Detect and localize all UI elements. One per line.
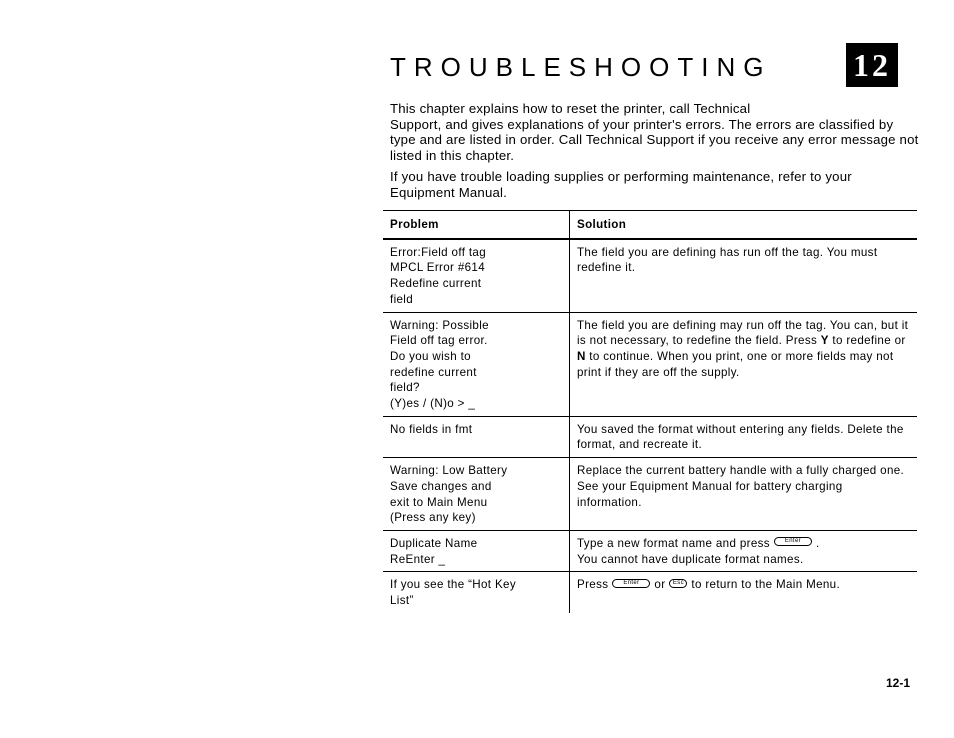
table-row: [383, 530, 917, 571]
problem-line: If you see the “Hot Key: [390, 578, 516, 592]
table-row: [383, 458, 917, 531]
solution-text: Press: [577, 578, 609, 592]
table-row: [383, 416, 917, 457]
problem-cell: [383, 239, 570, 312]
solution-text: Type a new format name and press: [577, 536, 770, 550]
problem-cell: [383, 416, 570, 457]
problem-line: field: [390, 292, 414, 306]
solution-cell: [570, 530, 918, 571]
intro-paragraph-1-line-1: This chapter explains how to reset the printer, call Technical: [390, 101, 751, 116]
enter-key-icon: Enter: [612, 579, 650, 588]
troubleshooting-table: [383, 210, 917, 613]
chapter-number-badge: 12: [846, 43, 898, 87]
esc-key-icon: Esc: [669, 579, 687, 588]
solution-text: The field you are defining may run off the tag. You can, but it is not necessary, to redefine the field. Press: [577, 318, 909, 348]
table-row: [383, 572, 917, 613]
solution-cell: [570, 572, 918, 613]
problem-cell: [383, 530, 570, 571]
problem-cell: [383, 458, 570, 531]
problem-line: Save changes and: [390, 479, 492, 493]
solution-text: .: [815, 536, 820, 550]
problem-line: Warning: Low Battery: [390, 464, 508, 478]
problem-line: Warning: Possible: [390, 318, 489, 332]
problem-line: redefine current: [390, 365, 477, 379]
problem-cell: [383, 572, 570, 613]
solution-cell: The field you are defining has run off the tag. You must redefine it.: [570, 239, 918, 312]
table-row: [383, 239, 917, 312]
table-row: [383, 312, 917, 416]
problem-line: Do you wish to: [390, 349, 471, 363]
key-letter-n: N: [577, 349, 586, 363]
problem-line: Error:Field off tag: [390, 245, 487, 259]
solution-text: to continue. When you print, one or more fields may not print if they are off the supply.: [577, 349, 894, 379]
solution-cell: Replace the current battery handle with a fully charged one. See your Equipment Manual for battery charging information.: [570, 458, 918, 531]
problem-line: ReEnter _: [390, 552, 446, 566]
problem-line: field?: [390, 381, 420, 395]
solution-cell: You saved the format without entering any fields. Delete the format, and recreate it.: [570, 416, 918, 457]
solution-text: or: [654, 578, 666, 592]
solution-text: to return to the Main Menu.: [691, 578, 841, 592]
problem-line: (Press any key): [390, 511, 476, 525]
table-header-row: [383, 211, 917, 239]
problem-line: Field off tag error.: [390, 334, 488, 348]
problem-line: exit to Main Menu: [390, 495, 488, 509]
problem-line: No fields in fmt: [390, 422, 473, 436]
intro-paragraph-1-rest: Support, and gives explanations of your printer's errors. The errors are classified by type and are listed in order. Call Technical Support if you receive any error message not listed in this chapter.: [390, 116, 919, 163]
problem-cell: [383, 312, 570, 416]
problem-line: List”: [390, 594, 414, 608]
enter-key-icon: Enter: [774, 537, 812, 546]
problem-line: Redefine current: [390, 277, 482, 291]
header-solution: Solution: [570, 211, 918, 239]
solution-text: to redefine or: [828, 334, 906, 348]
solution-line: [577, 536, 910, 552]
page-number: 12-1: [886, 676, 911, 690]
header-problem: Problem: [383, 211, 570, 239]
chapter-title: TROUBLESHOOTING: [390, 52, 772, 82]
problem-line: Duplicate Name: [390, 536, 478, 550]
intro-paragraph-1: [390, 101, 920, 163]
intro-text: [390, 101, 920, 207]
solution-line: You cannot have duplicate format names.: [577, 552, 804, 566]
problem-line: (Y)es / (N)o > _: [390, 397, 476, 411]
key-letter-y: Y: [820, 334, 829, 348]
intro-paragraph-2: If you have trouble loading supplies or performing maintenance, refer to your Equipment Manual.: [390, 169, 852, 200]
solution-cell: [570, 312, 918, 416]
problem-line: MPCL Error #614: [390, 261, 486, 275]
